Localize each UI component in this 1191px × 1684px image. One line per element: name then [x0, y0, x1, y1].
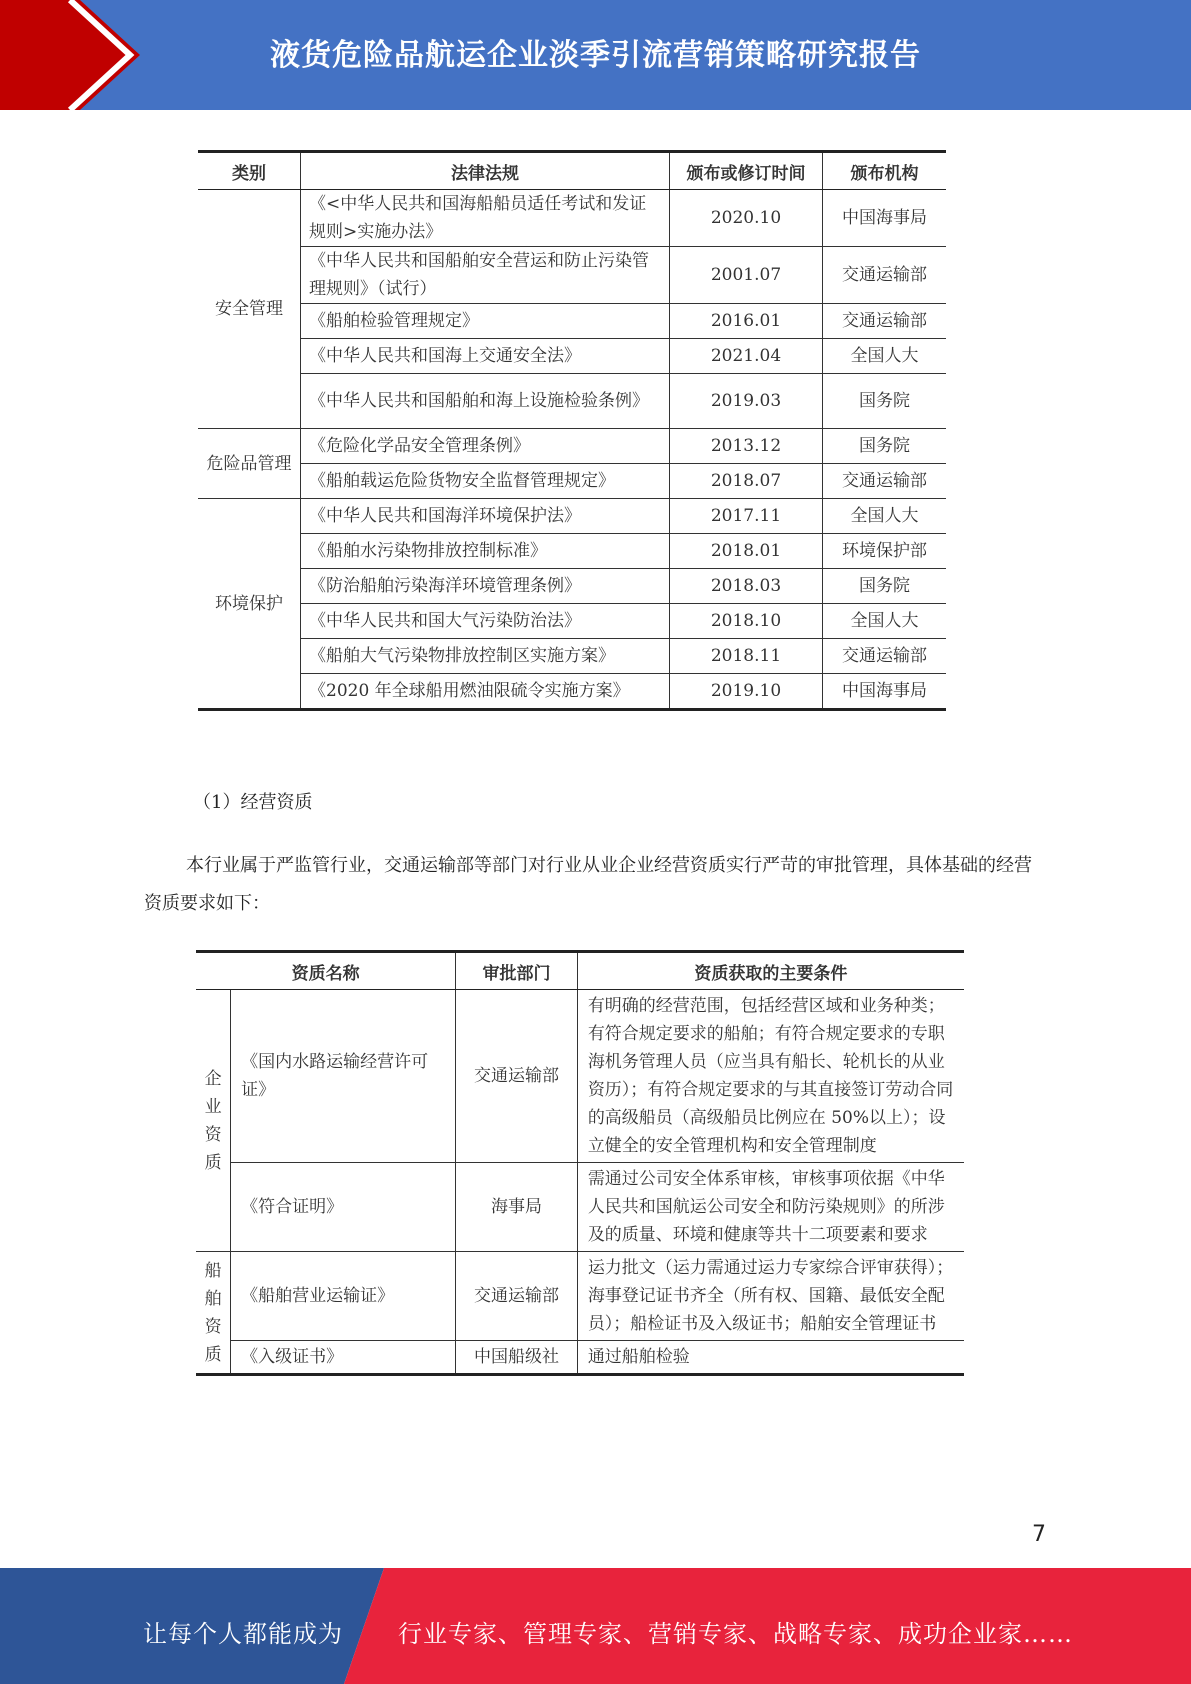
table-row [196, 1163, 964, 1252]
body-paragraph: 本行业属于严监管行业，交通运输部等部门对行业从业企业经营资质实行严苛的审批管理，具体基础的经营资质要求如下： [144, 855, 1032, 914]
table-row [198, 499, 946, 534]
agency-cell: 环境保护部 [823, 534, 947, 569]
date-cell: 2018.11 [670, 639, 823, 674]
category-cell: 安全管理 [198, 190, 301, 429]
qualification-name-cell: 《国内水路运输经营许可证》 [231, 990, 456, 1163]
col-header-agency: 颁布机构 [823, 152, 947, 190]
agency-cell: 国务院 [823, 374, 947, 429]
page-number: 7 [1032, 1522, 1046, 1547]
law-cell: 《船舶水污染物排放控制标准》 [301, 534, 670, 569]
table-row [198, 339, 946, 374]
category-cell: 环境保护 [198, 499, 301, 710]
qualification-group-cell [196, 1252, 231, 1375]
law-cell: 《中华人民共和国海上交通安全法》 [301, 339, 670, 374]
agency-cell: 中国海事局 [823, 190, 947, 247]
col-header-dept: 审批部门 [456, 952, 578, 990]
footer-slogan-left: 让每个人都能成为 [143, 1620, 343, 1648]
agency-cell: 全国人大 [823, 499, 947, 534]
col-header-category: 类别 [198, 152, 301, 190]
date-cell: 2016.01 [670, 304, 823, 339]
agency-cell: 交通运输部 [823, 464, 947, 499]
table-row [198, 429, 946, 464]
dept-cell: 中国船级社 [456, 1341, 578, 1375]
agency-cell: 全国人大 [823, 604, 947, 639]
conditions-cell: 通过船舶检验 [577, 1341, 964, 1375]
date-cell: 2019.03 [670, 374, 823, 429]
law-cell: 《中华人民共和国船舶安全营运和防止污染管理规则》（试行） [301, 247, 670, 304]
col-header-qualification: 资质名称 [196, 952, 456, 990]
qualification-name-cell: 《船舶营业运输证》 [231, 1252, 456, 1341]
table-row [198, 639, 946, 674]
date-cell: 2018.01 [670, 534, 823, 569]
agency-cell: 交通运输部 [823, 304, 947, 339]
conditions-cell: 需通过公司安全体系审核，审核事项依据《中华人民共和国航运公司安全和防污染规则》的所涉及的质量、环境和健康等共十二项要素和要求 [577, 1163, 964, 1252]
header-red-chevron [0, 0, 150, 110]
agency-cell: 交通运输部 [823, 639, 947, 674]
laws-regulations-table [198, 150, 946, 711]
table-row [198, 569, 946, 604]
conditions-cell: 运力批文（运力需通过运力专家综合评审获得）；海事登记证书齐全（所有权、国籍、最低安全配员）；船检证书及入级证书；船舶安全管理证书 [577, 1252, 964, 1341]
law-cell: 《中华人民共和国海洋环境保护法》 [301, 499, 670, 534]
table-row [198, 247, 946, 304]
col-header-conditions: 资质获取的主要条件 [577, 952, 964, 990]
agency-cell: 中国海事局 [823, 674, 947, 710]
qualification-name-cell: 《入级证书》 [231, 1341, 456, 1375]
agency-cell: 国务院 [823, 569, 947, 604]
qualification-group-label: 船舶资质 [204, 1260, 222, 1365]
law-cell: 《2020 年全球船用燃油限硫令实施方案》 [301, 674, 670, 710]
dept-cell: 交通运输部 [456, 990, 578, 1163]
header-title: 液货危险品航运企业淡季引流营销策略研究报告 [270, 38, 921, 73]
table-row [196, 990, 964, 1163]
law-cell: 《<中华人民共和国海船船员适任考试和发证规则>实施办法》 [301, 190, 670, 247]
agency-cell: 国务院 [823, 429, 947, 464]
category-cell: 危险品管理 [198, 429, 301, 499]
qualification-group-label: 企业资质 [204, 1068, 222, 1173]
agency-cell: 全国人大 [823, 339, 947, 374]
table-row [198, 674, 946, 710]
law-cell: 《危险化学品安全管理条例》 [301, 429, 670, 464]
agency-cell: 交通运输部 [823, 247, 947, 304]
qualifications-table [196, 950, 964, 1376]
date-cell: 2019.10 [670, 674, 823, 710]
table-row [198, 534, 946, 569]
date-cell: 2018.03 [670, 569, 823, 604]
dept-cell: 交通运输部 [456, 1252, 578, 1341]
footer-slogan-right: 行业专家、管理专家、营销专家、战略专家、成功企业家…… [398, 1620, 1073, 1648]
table-row [196, 1341, 964, 1375]
table-header-row [198, 152, 946, 190]
date-cell: 2021.04 [670, 339, 823, 374]
col-header-date: 颁布或修订时间 [670, 152, 823, 190]
law-cell: 《防治船舶污染海洋环境管理条例》 [301, 569, 670, 604]
law-cell: 《船舶大气污染物排放控制区实施方案》 [301, 639, 670, 674]
date-cell: 2001.07 [670, 247, 823, 304]
table-row [198, 304, 946, 339]
col-header-law: 法律法规 [301, 152, 670, 190]
table-header-row [196, 952, 964, 990]
law-cell: 《船舶检验管理规定》 [301, 304, 670, 339]
date-cell: 2018.07 [670, 464, 823, 499]
table-row [198, 374, 946, 429]
date-cell: 2013.12 [670, 429, 823, 464]
section-heading: （1）经营资质 [193, 792, 313, 813]
law-cell: 《中华人民共和国船舶和海上设施检验条例》 [301, 374, 670, 429]
date-cell: 2018.10 [670, 604, 823, 639]
table-row [196, 1252, 964, 1341]
table-row [198, 464, 946, 499]
qualification-group-cell [196, 990, 231, 1252]
dept-cell: 海事局 [456, 1163, 578, 1252]
law-cell: 《中华人民共和国大气污染防治法》 [301, 604, 670, 639]
date-cell: 2017.11 [670, 499, 823, 534]
conditions-cell: 有明确的经营范围，包括经营区域和业务种类；有符合规定要求的船舶；有符合规定要求的专职海机务管理人员（应当具有船长、轮机长的从业资历）；有符合规定要求的与其直接签订劳动合同的高级船员（高级船员比例应在 50%以上）；设立健全的安全管理机构和安全管理制度 [577, 990, 964, 1163]
date-cell: 2020.10 [670, 190, 823, 247]
table-row [198, 604, 946, 639]
law-cell: 《船舶载运危险货物安全监督管理规定》 [301, 464, 670, 499]
table-row [198, 190, 946, 247]
qualification-name-cell: 《符合证明》 [231, 1163, 456, 1252]
